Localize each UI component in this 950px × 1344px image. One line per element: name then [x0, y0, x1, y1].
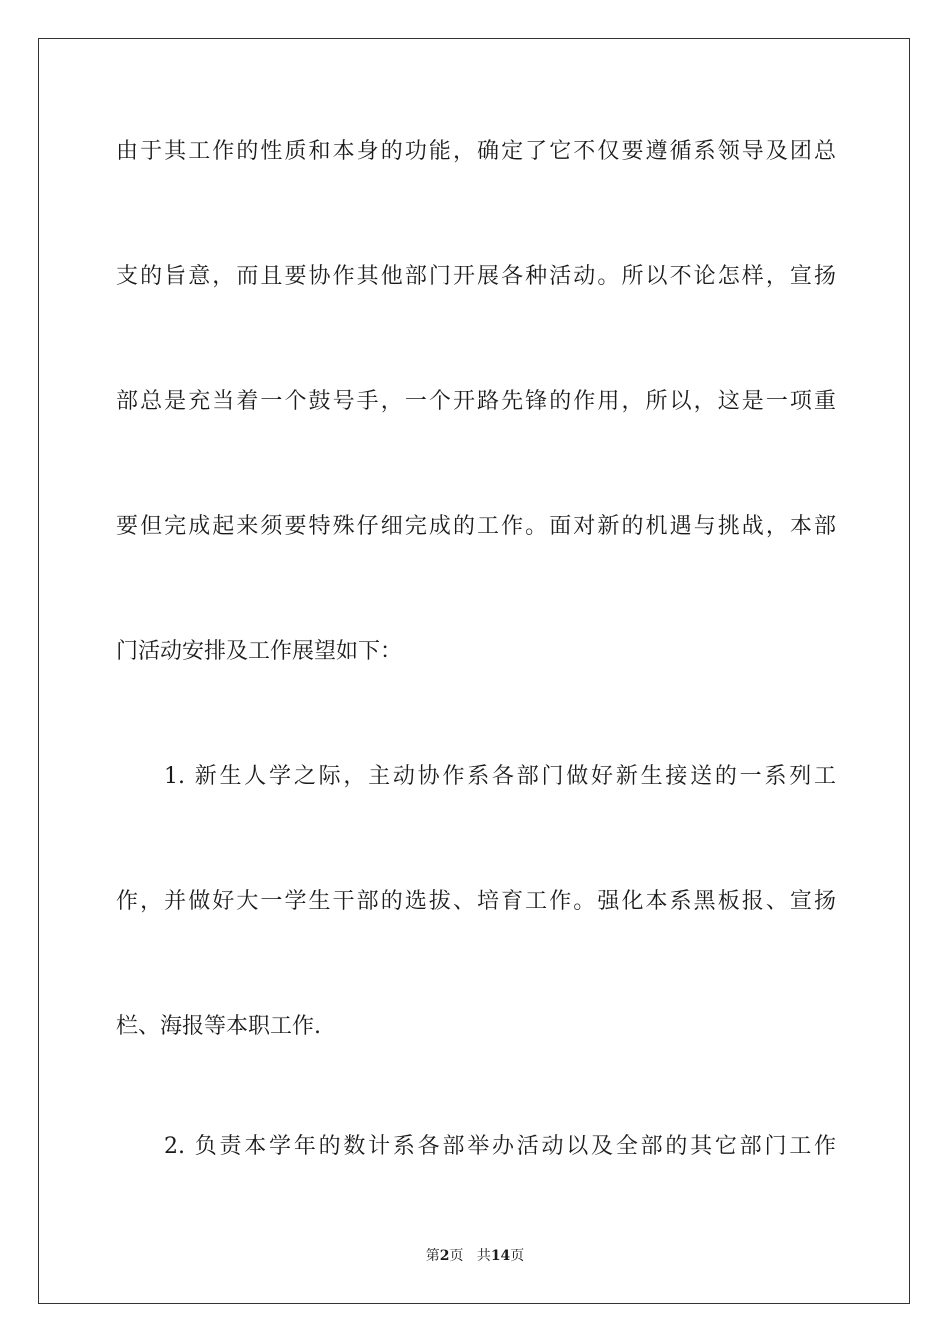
- paragraph-line: 要但完成起来须要特殊仔细完成的工作。面对新的机遇与挑战，本部: [116, 514, 836, 539]
- page-unit: 页: [449, 1248, 464, 1264]
- page-prefix: 第: [425, 1248, 440, 1264]
- total-prefix: 共: [476, 1248, 491, 1264]
- list-item-1-line: 1. 新生人学之际，主动协作系各部门做好新生接送的一系列工: [164, 764, 836, 789]
- page-footer: [0, 1246, 950, 1266]
- paragraph-line: 由于其工作的性质和本身的功能，确定了它不仅要遵循系领导及团总: [116, 139, 836, 164]
- paragraph-line: 部总是充当着一个鼓号手，一个开路先锋的作用，所以，这是一项重: [116, 389, 836, 414]
- list-item-1-line: 栏、海报等本职工作.: [116, 1014, 321, 1039]
- page-border: [38, 38, 910, 1304]
- total-unit: 页: [510, 1248, 525, 1264]
- paragraph-line: 支的旨意，而且要协作其他部门开展各种活动。所以不论怎样，宣扬: [116, 264, 836, 289]
- paragraph-line: 门活动安排及工作展望如下：: [116, 639, 403, 664]
- list-item-1-line: 作，并做好大一学生干部的选拔、培育工作。强化本系黑板报、宣扬: [116, 889, 836, 914]
- page-number: 2: [439, 1248, 450, 1264]
- list-item-2-line: 2. 负责本学年的数计系各部举办活动以及全部的其它部门工作: [164, 1134, 836, 1159]
- total-pages: 14: [490, 1248, 511, 1264]
